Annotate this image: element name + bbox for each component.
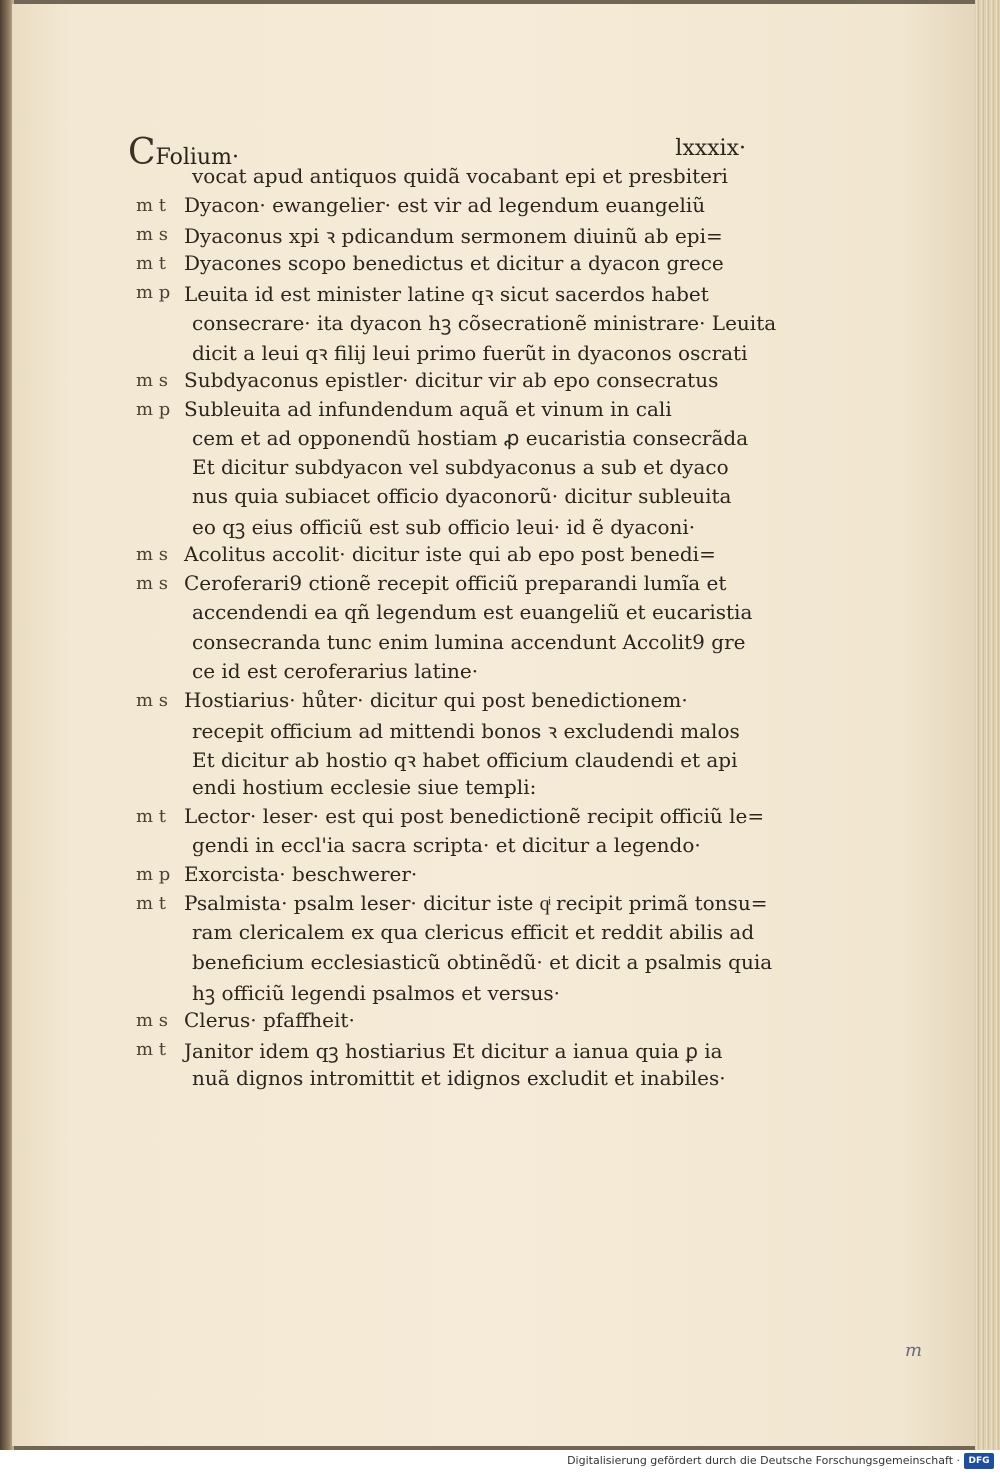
line-marker: m s: [136, 573, 169, 595]
line-text: Acolitus accolit· dicitur iste qui ab epo post benedi=: [184, 542, 716, 567]
line-text: Psalmista· psalm leser· dicitur iste qͥ recipit primã tonsu=: [184, 891, 768, 916]
line-marker: m t: [136, 195, 167, 217]
line-text: eo qꝫ eius officiũ est sub officio leui· id ẽ dyaconi·: [192, 515, 696, 540]
text-line: [136, 688, 756, 717]
line-text: Dyacon· ewangelier· est vir ad legendum euangeliũ: [184, 193, 706, 218]
line-marker: m t: [136, 806, 167, 828]
line-text: recepit officium ad mittendi bonos ꝛ excludendi malos: [192, 718, 740, 743]
text-line: [136, 571, 756, 600]
line-text: Exorcista· beschwerer·: [184, 862, 418, 887]
line-text: consecrare· ita dyacon hꝫ cõsecrationẽ ministrare· Leuita: [192, 311, 777, 336]
margin-note: m: [905, 1340, 923, 1361]
line-marker: m p: [136, 398, 171, 420]
line-text: Janitor idem qꝫ hostiarius Et dicitur a ianua quia ꝑ ia: [184, 1038, 723, 1063]
line-marker: m t: [136, 253, 167, 275]
line-text: endi hostium ecclesie siue templi:: [192, 774, 537, 799]
folio-number: lxxxix·: [675, 136, 746, 161]
dfg-logo-icon: DFG: [964, 1453, 994, 1469]
text-line: [136, 1066, 756, 1095]
text-line: [136, 164, 756, 193]
text-line: [136, 949, 773, 979]
line-text: ce id est ceroferarius latine·: [192, 658, 479, 683]
running-header: [128, 132, 746, 173]
line-marker: m s: [136, 369, 169, 391]
header-folium-text: Folium·: [155, 145, 239, 170]
text-line: [136, 513, 756, 542]
page-stack-edge: [975, 0, 1000, 1450]
text-line: [136, 455, 756, 484]
header-initial-c: C: [128, 132, 156, 173]
text-line: [136, 484, 756, 513]
line-text: consecranda tunc enim lumina accendunt Accolit9 gre: [192, 629, 746, 654]
line-text: Subleuita ad infundendum aquã et vinum in cali: [184, 396, 672, 421]
text-line: [136, 397, 756, 426]
line-marker: m t: [136, 1038, 167, 1060]
line-text: Hostiarius· hůter· dicitur qui post benedictionem·: [184, 687, 688, 712]
text-line: [136, 717, 756, 746]
text-line: [136, 891, 768, 920]
line-text: Dyaconus xpi ꝛ pdicandum sermonem diuinũ ab epi=: [184, 224, 723, 249]
line-marker: m t: [136, 893, 167, 915]
text-line: [136, 368, 756, 397]
text-line: [136, 804, 765, 833]
text-line: [136, 1008, 756, 1037]
text-line: [136, 775, 756, 804]
line-text: Subdyaconus epistler· dicitur vir ab epo consecratus: [184, 367, 719, 392]
line-text: Clerus· pfaffheit·: [184, 1007, 355, 1032]
text-line: [136, 600, 756, 629]
line-marker: m s: [136, 224, 169, 246]
line-text: Et dicitur subdyacon vel subdyaconus a sub et dyaco: [192, 454, 729, 479]
line-text: beneficium ecclesiasticũ obtinẽdũ· et dicit a psalmis quia: [192, 949, 773, 974]
text-line: [136, 659, 756, 688]
text-line: [136, 833, 756, 862]
line-text: Et dicitur ab hostio qꝛ habet officium claudendi et api: [192, 747, 738, 772]
text-line: [136, 426, 756, 455]
line-text: Ceroferari9 ctionẽ recepit officiũ preparandi lumĩa et: [184, 571, 727, 596]
line-text: Lector· leser· est qui post benedictionẽ recipit officiũ le=: [184, 804, 765, 829]
text-line: [136, 222, 756, 251]
text-line: [136, 251, 756, 280]
line-text: cem et ad opponendũ hostiam ꝓ eucaristia consecrãda: [192, 425, 749, 450]
line-text: dicit a leui qꝛ filij leui primo fuerũt in dyaconos oscrati: [192, 340, 748, 365]
text-line: [136, 746, 756, 775]
line-marker: m s: [136, 1009, 169, 1031]
line-marker: m s: [136, 689, 169, 711]
line-text: hꝫ officiũ legendi psalmos et versus·: [192, 980, 560, 1005]
text-line: [136, 339, 756, 368]
line-text: Leuita id est minister latine qꝛ sicut sacerdos habet: [184, 282, 709, 307]
line-marker: m p: [136, 282, 171, 304]
text-block: [136, 164, 777, 1095]
footer-bar: [0, 1450, 1000, 1474]
text-line: [136, 280, 756, 309]
line-text: nus quia subiacet officio dyaconorũ· dicitur subleuita: [192, 484, 732, 509]
line-text: ram clericalem ex qua clericus efficit et reddit abilis ad: [192, 920, 755, 945]
text-line: [136, 309, 777, 338]
text-line: [136, 1037, 756, 1066]
text-line: [136, 979, 756, 1008]
text-line: [136, 920, 756, 949]
footer-credit: Digitalisierung gefördert durch die Deutsche Forschungsgemeinschaft ·: [567, 1454, 960, 1467]
line-text: gendi in eccl'ia sacra scripta· et dicitur a legendo·: [192, 833, 701, 858]
text-line: [136, 542, 756, 571]
text-line: [136, 862, 756, 891]
text-line: [136, 630, 756, 659]
line-text: vocat apud antiquos quidã vocabant epi et presbiteri: [192, 164, 728, 188]
text-line: [136, 193, 756, 222]
line-marker: m s: [136, 544, 169, 566]
line-marker: m p: [136, 864, 171, 886]
line-text: accendendi ea qñ legendum est euangeliũ et eucaristia: [192, 600, 753, 625]
line-text: nuã dignos intromittit et idignos excludit et inabiles·: [192, 1065, 726, 1090]
line-text: Dyacones scopo benedictus et dicitur a dyacon grece: [184, 251, 724, 276]
